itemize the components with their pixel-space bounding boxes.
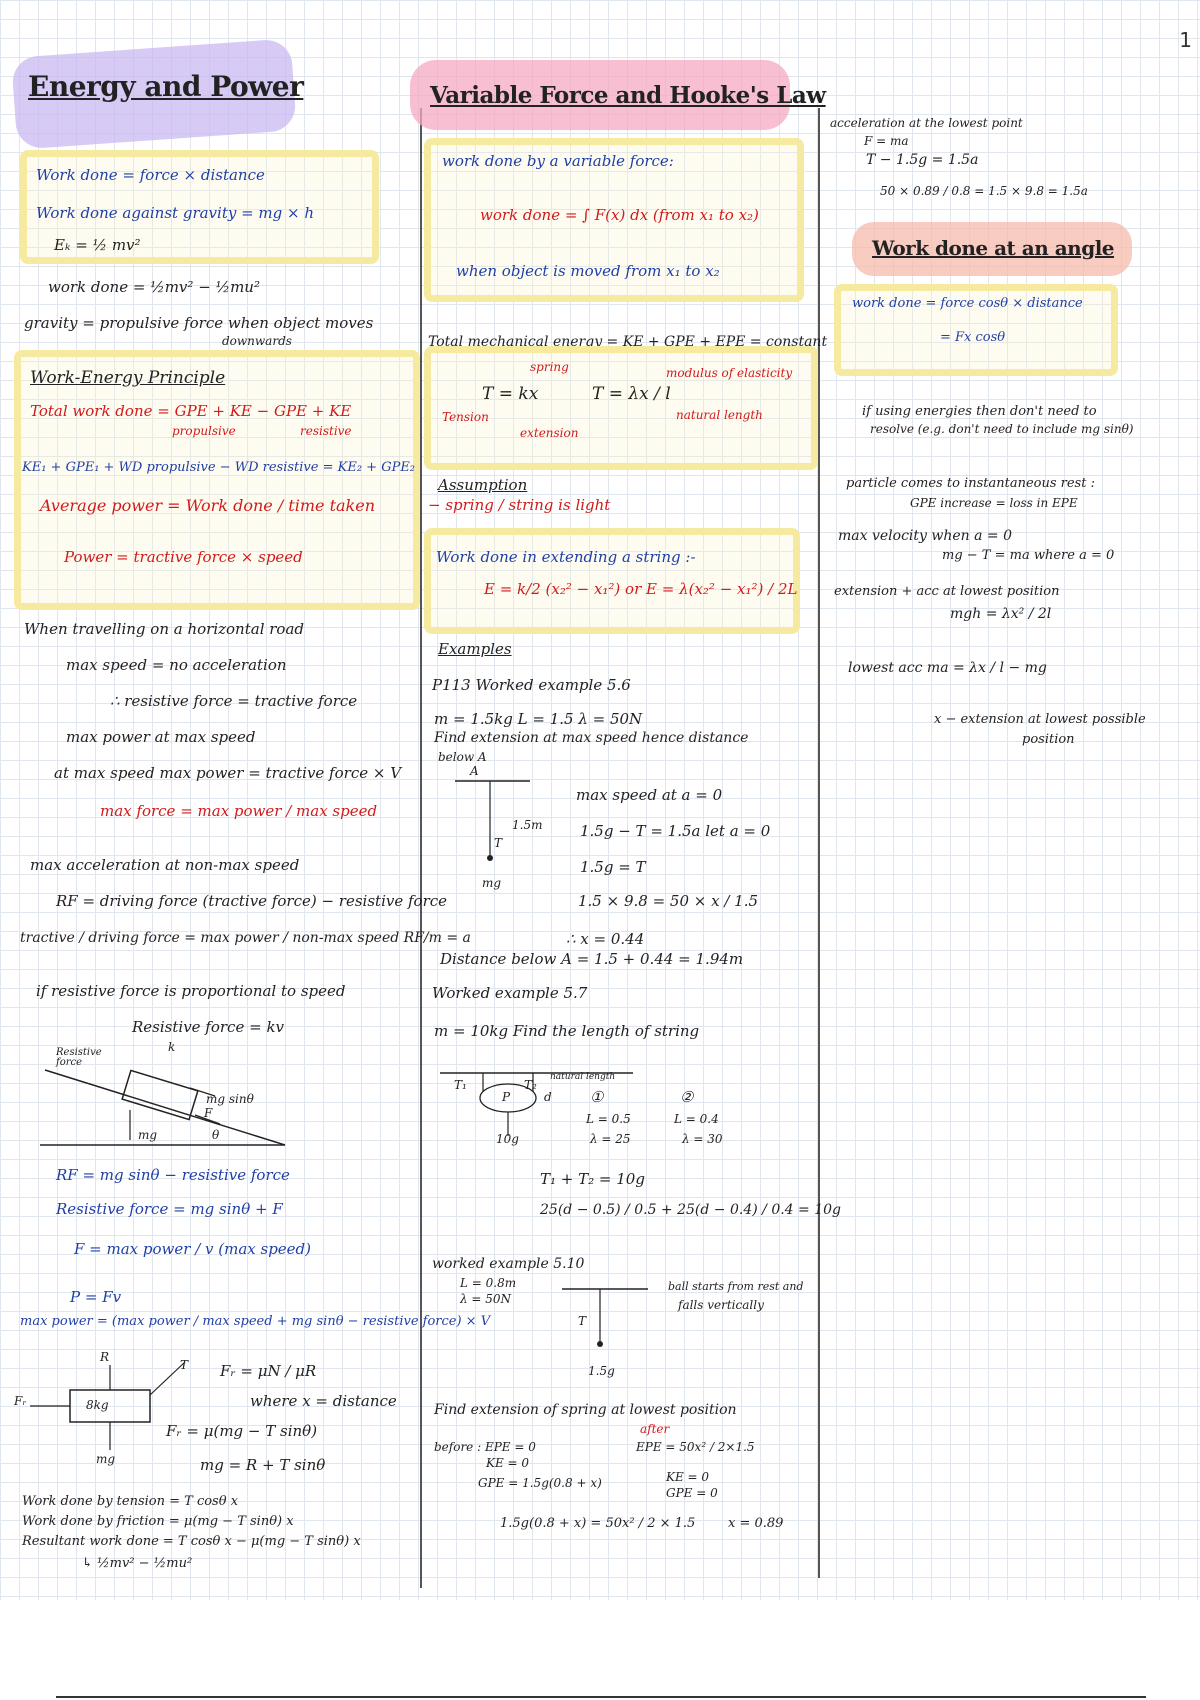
note-angle-1: work done = force cosθ × distance bbox=[852, 296, 1083, 311]
note-wd-friction: Work done by friction = μ(mg − T sinθ) x bbox=[22, 1514, 294, 1529]
wep-title: Work-Energy Principle bbox=[30, 368, 226, 388]
diag1-theta: θ bbox=[212, 1128, 220, 1142]
note-at-max-speed: at max speed max power = tractive force × V bbox=[54, 764, 402, 782]
ex2-diag-c2: ② bbox=[680, 1088, 694, 1106]
note-acc-2: F = ma bbox=[864, 134, 909, 148]
note-ext-2: mgh = λx² / 2l bbox=[950, 606, 1052, 622]
note-horizontal-road: When travelling on a horizontal road bbox=[24, 620, 305, 638]
note-work-done-ke: work done = ½mv² − ½mu² bbox=[48, 278, 260, 296]
ex3-a2: KE = 0 bbox=[666, 1470, 710, 1484]
ex3-a1: EPE = 50x² / 2×1.5 bbox=[636, 1440, 755, 1454]
examples-title: Examples bbox=[438, 640, 512, 658]
note-wd-tension: Work done by tension = T cosθ x bbox=[22, 1494, 239, 1509]
diag1-f: F bbox=[204, 1106, 213, 1120]
ex3-after: after bbox=[640, 1422, 670, 1436]
ex3-diagram bbox=[560, 1286, 650, 1376]
hooke-nat: natural length bbox=[676, 408, 763, 422]
ex1-step-1: max speed at a = 0 bbox=[576, 786, 723, 804]
note-fr-eq: Fᵣ = μN / μR bbox=[220, 1362, 317, 1380]
note-resist-kv: Resistive force = kv bbox=[132, 1018, 285, 1036]
ex2-vals: m = 10kg Find the length of string bbox=[434, 1022, 700, 1040]
diag1-k: k bbox=[168, 1040, 176, 1054]
note-max-speed: max speed = no acceleration bbox=[66, 656, 287, 674]
note-power: Power = tractive force × speed bbox=[64, 548, 303, 566]
ex2-diag-c1: ① bbox=[590, 1088, 604, 1106]
highlight-box-wep bbox=[14, 350, 420, 610]
hooke-t2: T = λx / l bbox=[592, 384, 671, 404]
note-average-power: Average power = Work done / time taken bbox=[40, 496, 376, 515]
ex1-diag-len: 1.5m bbox=[512, 818, 543, 832]
ex3-b2: KE = 0 bbox=[486, 1456, 530, 1470]
ex1-step-3: 1.5g = T bbox=[580, 858, 646, 876]
wep-eq-1: Total work done = GPE + KE − GPE + KE bbox=[30, 402, 352, 420]
ex3-note-2: falls vertically bbox=[678, 1298, 764, 1312]
ex3-b3: GPE = 1.5g(0.8 + x) bbox=[478, 1476, 602, 1490]
ex3-diag-g: 1.5g bbox=[588, 1364, 615, 1378]
note-kinetic-energy: Eₖ = ½ mv² bbox=[54, 236, 141, 254]
ex1-diag-mg: mg bbox=[482, 876, 502, 890]
note-acc-1: acceleration at the lowest point bbox=[830, 116, 1023, 130]
hooke-tension: Tension bbox=[442, 410, 489, 424]
ex2-sum: T₁ + T₂ = 10g bbox=[540, 1170, 645, 1188]
note-vf-line: work done by a variable force: bbox=[442, 152, 674, 170]
note-angle-2: = Fx cosθ bbox=[940, 330, 1006, 345]
note-epe: E = k/2 (x₂² − x₁²) or E = λ(x₂² − x₁²) / 2L bbox=[484, 580, 798, 598]
section-title-hooke: Variable Force and Hooke's Law bbox=[430, 82, 826, 109]
diag2-fr: Fᵣ bbox=[14, 1394, 27, 1408]
note-resist-eq: Resistive force = mg sinθ + F bbox=[56, 1200, 283, 1218]
note-max-power: max power at max speed bbox=[66, 728, 256, 746]
wep-sub-resistive: resistive bbox=[300, 424, 352, 438]
ex1-below: below A bbox=[438, 750, 487, 764]
note-fr2: Fᵣ = μ(mg − T sinθ) bbox=[166, 1422, 318, 1440]
ex2-title: Worked example 5.7 bbox=[432, 984, 588, 1002]
diag1-resist-label: Resistive force bbox=[56, 1047, 102, 1068]
note-maxvel-1: max velocity when a = 0 bbox=[838, 528, 1013, 544]
ex1-find: Find extension at max speed hence distance bbox=[434, 730, 749, 746]
note-ext-1: extension + acc at lowest position bbox=[834, 584, 1060, 599]
ex1-vals: m = 1.5kg L = 1.5 λ = 50N bbox=[434, 710, 643, 728]
ex3-final: 1.5g(0.8 + x) = 50x² / 2 × 1.5 bbox=[500, 1516, 696, 1531]
hooke-ext: extension bbox=[520, 426, 579, 440]
section-title-angle: Work done at an angle bbox=[872, 236, 1115, 260]
note-energy-1: if using energies then don't need to bbox=[862, 404, 1097, 419]
diag1-mgsin: mg sinθ bbox=[206, 1092, 254, 1106]
note-mg-eq: mg = R + T sinθ bbox=[200, 1456, 326, 1474]
wep-eq-2: KE₁ + GPE₁ + WD propulsive − WD resistive = KE₂ + GPE₂ bbox=[22, 460, 416, 475]
page-number: 1 bbox=[1179, 28, 1192, 52]
wep-sub-propulsive: propulsive bbox=[172, 424, 236, 438]
ex2-diag-l2: L = 0.4 bbox=[674, 1112, 719, 1126]
ex3-note-1: ball starts from rest and bbox=[668, 1280, 804, 1293]
ex1-step-5: ∴ x = 0.44 bbox=[566, 930, 645, 948]
note-work-done: Work done = force × distance bbox=[36, 166, 265, 184]
note-lowest-acc: lowest acc ma = λx / l − mg bbox=[848, 660, 1047, 676]
diag2-r: R bbox=[100, 1350, 110, 1364]
ex2-eq: 25(d − 0.5) / 0.5 + 25(d − 0.4) / 0.4 = 10g bbox=[540, 1202, 841, 1218]
ex2-diag-t1: T₁ bbox=[454, 1078, 467, 1092]
note-assumption: − spring / string is light bbox=[428, 496, 611, 514]
ex3-before: before : EPE = 0 bbox=[434, 1440, 536, 1454]
note-wd-result: Resultant work done = T cosθ x − μ(mg − T sinθ) x bbox=[22, 1534, 361, 1549]
ex1-title: P113 Worked example 5.6 bbox=[432, 676, 631, 694]
note-gravity: gravity = propulsive force when object moves bbox=[24, 314, 374, 332]
diag1-mg: mg bbox=[138, 1128, 158, 1142]
ex3-lam: λ = 50N bbox=[460, 1292, 512, 1306]
hooke-spring: spring bbox=[530, 360, 569, 374]
note-xdef-2: position bbox=[1022, 732, 1075, 747]
hooke-mod: modulus of elasticity bbox=[666, 366, 793, 380]
assumption-title: Assumption bbox=[438, 476, 528, 494]
ex1-diag-a: A bbox=[470, 764, 479, 778]
note-wd-extending: Work done in extending a string :- bbox=[436, 548, 696, 566]
box-tension-diagram bbox=[20, 1350, 200, 1460]
note-rf: RF = driving force (tractive force) − resistive force bbox=[56, 892, 448, 910]
ex1-distance: Distance below A = 1.5 + 0.44 = 1.94m bbox=[440, 950, 744, 968]
note-max-force: max force = max power / max speed bbox=[100, 802, 378, 820]
note-xdef-1: x − extension at lowest possible bbox=[934, 712, 1146, 727]
ex3-diag-t: T bbox=[578, 1314, 587, 1328]
column-divider-left bbox=[420, 108, 422, 1588]
note-acc-4: 50 × 0.89 / 0.8 = 1.5 × 9.8 = 1.5a bbox=[880, 184, 1088, 198]
note-max-acc: max acceleration at non-max speed bbox=[30, 856, 300, 874]
note-f-eq: F = max power / v (max speed) bbox=[74, 1240, 312, 1258]
diag2-mass: 8kg bbox=[86, 1398, 109, 1412]
ex3-title: worked example 5.10 bbox=[432, 1256, 585, 1272]
section-title-energy-power: Energy and Power bbox=[28, 70, 304, 103]
note-if-resistive: if resistive force is proportional to speed bbox=[36, 982, 346, 1000]
ex2-diag-p: P bbox=[502, 1090, 511, 1104]
note-tme: Total mechanical energy = KE + GPE + EPE = constant bbox=[428, 334, 828, 350]
ex1-diag-t: T bbox=[494, 836, 503, 850]
note-maxvel-2: mg − T = ma where a = 0 bbox=[942, 548, 1115, 563]
ex2-diag-lam2: λ = 30 bbox=[682, 1132, 723, 1146]
bottom-rule bbox=[56, 1696, 1146, 1698]
ex3-l: L = 0.8m bbox=[460, 1276, 517, 1290]
ex2-diag-nat: natural length bbox=[550, 1072, 616, 1082]
note-particle-2: GPE increase = loss in EPE bbox=[910, 496, 1078, 510]
diag2-mg: mg bbox=[96, 1452, 116, 1466]
note-vf-eq: work done = ∫ F(x) dx (from x₁ to x₂) bbox=[480, 206, 759, 224]
ex2-diag-lam1: λ = 25 bbox=[590, 1132, 631, 1146]
note-therefore: ∴ resistive force = tractive force bbox=[110, 692, 358, 710]
note-max-power-eq: max power = (max power / max speed + mg sinθ − resistive force) × V bbox=[20, 1314, 491, 1329]
hooke-t1: T = kx bbox=[482, 384, 539, 404]
ex1-step-2: 1.5g − T = 1.5a let a = 0 bbox=[580, 822, 771, 840]
note-vf-when: when object is moved from x₁ to x₂ bbox=[456, 262, 720, 280]
note-particle-1: particle comes to instantaneous rest : bbox=[846, 476, 1095, 491]
note-p-fv: P = Fv bbox=[70, 1288, 122, 1306]
ex3-find: Find extension of spring at lowest position bbox=[434, 1402, 737, 1418]
note-work-gravity: Work done against gravity = mg × h bbox=[36, 204, 315, 222]
ex2-diag-g: 10g bbox=[496, 1132, 519, 1146]
note-acc-3: T − 1.5g = 1.5a bbox=[866, 152, 979, 168]
ex3-x: x = 0.89 bbox=[728, 1516, 784, 1531]
note-tractive: tractive / driving force = max power / non-max speed RF/m = a bbox=[20, 930, 471, 946]
ex2-diag-t2: T₂ bbox=[524, 1078, 537, 1092]
column-divider-right bbox=[818, 108, 820, 1578]
note-gravity-2: downwards bbox=[222, 334, 292, 348]
note-wd-result-2: ↳ ½mv² − ½mu² bbox=[82, 1556, 193, 1571]
ex3-a3: GPE = 0 bbox=[666, 1486, 718, 1500]
ex2-diag-l1: L = 0.5 bbox=[586, 1112, 631, 1126]
note-where: where x = distance bbox=[250, 1392, 397, 1410]
ex1-step-4: 1.5 × 9.8 = 50 × x / 1.5 bbox=[578, 892, 759, 910]
ex2-diag-d: d bbox=[544, 1090, 552, 1104]
note-energy-2: resolve (e.g. don't need to include mg sinθ) bbox=[870, 422, 1134, 436]
diag2-t: T bbox=[180, 1358, 189, 1372]
note-rf-eq: RF = mg sinθ − resistive force bbox=[56, 1166, 290, 1184]
